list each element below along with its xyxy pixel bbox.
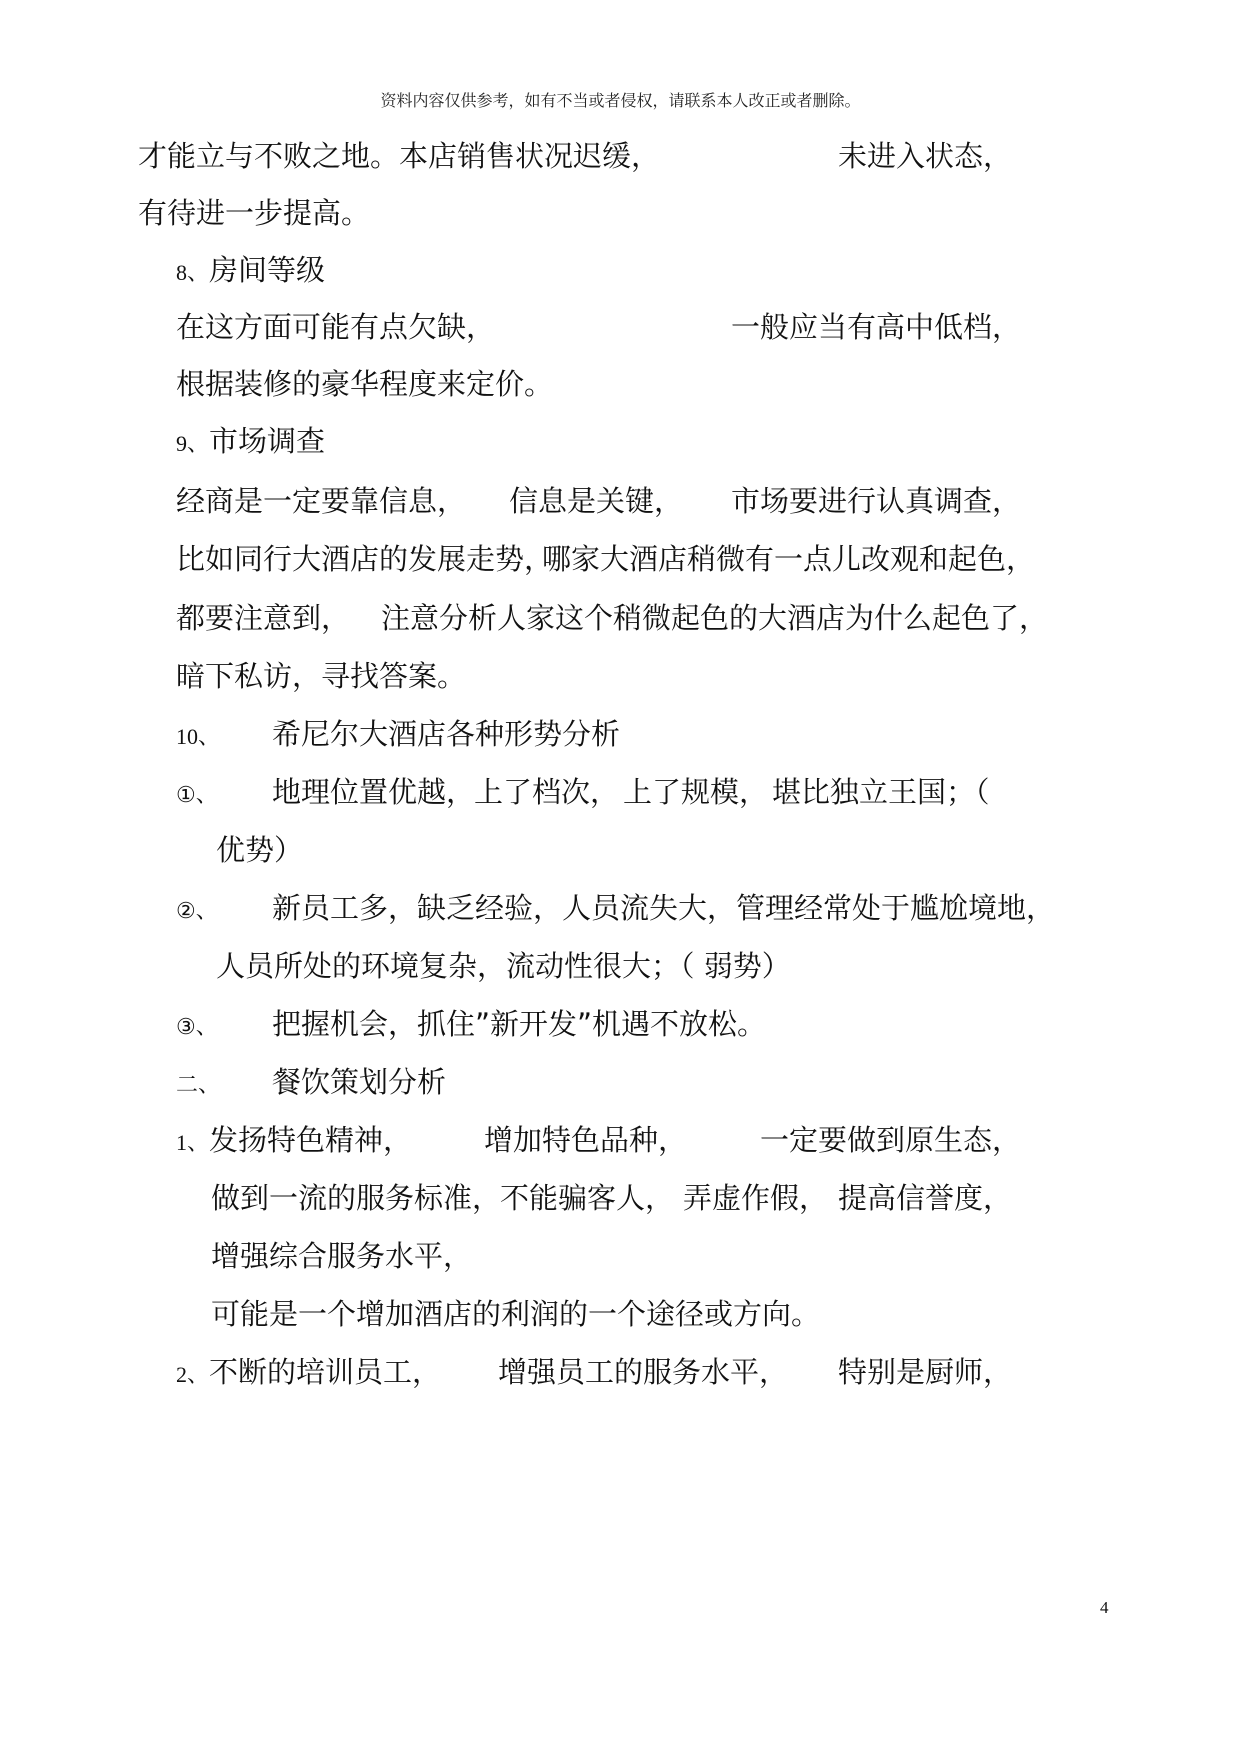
- section-heading: 9、市场调查: [176, 424, 326, 458]
- text-line: 可能是一个增加酒店的利润的一个途径或方向。: [211, 1297, 821, 1331]
- text-line-segment: 特别是厨师，: [838, 1355, 1013, 1389]
- list-marker: ②、: [176, 898, 218, 923]
- list-marker: ①、: [176, 782, 218, 807]
- text-line: 才能立与不败之地。本店销售状况迟缓，: [138, 139, 661, 173]
- section-heading: 8、房间等级: [176, 253, 326, 287]
- text-line: 人员所处的环境复杂，流动性很大；（ 弱势）: [216, 949, 791, 983]
- numbered-item: 1、发扬特色精神，: [176, 1123, 413, 1157]
- text-line-segment: 市场要进行认真调查，: [731, 484, 1022, 518]
- text-line-segment: 哪家大酒店稍微有一点儿改观和起色，: [542, 542, 1036, 576]
- text-line: 有待进一步提高。: [138, 196, 371, 230]
- text-line-segment: 不能骗客人，: [500, 1181, 675, 1215]
- list-marker: ③、: [176, 1014, 218, 1039]
- section-heading-text: 希尼尔大酒店各种形势分析: [272, 717, 621, 751]
- text-line-segment: 上了规模，: [623, 775, 769, 809]
- chapter-marker: 二、: [176, 1072, 221, 1097]
- text-line-segment: 提高信誉度，: [838, 1181, 1013, 1215]
- text-line: 暗下私访，寻找答案。: [176, 659, 467, 693]
- text-line-segment: 增强员工的服务水平，: [498, 1355, 789, 1389]
- page-header-notice: 资料内容仅供参考，如有不当或者侵权，请联系本人改正或者删除。: [380, 91, 861, 110]
- text-line: 把握机会，抓住”新开发”机遇不放松。: [272, 1007, 767, 1041]
- text-line: 增强综合服务水平，: [211, 1239, 473, 1273]
- text-line: 在这方面可能有点欠缺，: [176, 310, 496, 344]
- text-line: 经商是一定要靠信息，: [176, 484, 467, 518]
- section-heading: 10、: [176, 724, 221, 749]
- text-line: 新员工多，缺乏经验，人员流失大，管理经常处于尴尬境地，: [272, 891, 1056, 925]
- text-line: 地理位置优越，: [272, 775, 476, 809]
- text-line-segment: 一般应当有高中低档，: [731, 310, 1022, 344]
- text-line-segment: 未进入状态，: [838, 139, 1013, 173]
- chapter-heading: 餐饮策划分析: [272, 1065, 447, 1099]
- text-line-segment: 一定要做到原生态，: [760, 1123, 1022, 1157]
- text-line-segment: 上了档次，: [474, 775, 620, 809]
- page-number: 4: [1100, 1598, 1109, 1617]
- text-line: 根据装修的豪华程度来定价。: [176, 367, 554, 401]
- text-line: 比如同行大酒店的发展走势，: [176, 542, 554, 576]
- text-line-segment: 堪比独立王国；（: [772, 775, 990, 809]
- text-line: 优势）: [216, 833, 304, 867]
- numbered-item: 2、不断的培训员工，: [176, 1355, 442, 1389]
- text-line-segment: 增加特色品种，: [484, 1123, 688, 1157]
- text-line: 都要注意到，: [176, 601, 351, 635]
- text-line-segment: 注意分析人家这个稍微起色的大酒店为什么起色了，: [381, 601, 1049, 635]
- text-line-segment: 弄虚作假，: [683, 1181, 829, 1215]
- text-line-segment: 信息是关键，: [509, 484, 684, 518]
- text-line: 做到一流的服务标准，: [211, 1181, 502, 1215]
